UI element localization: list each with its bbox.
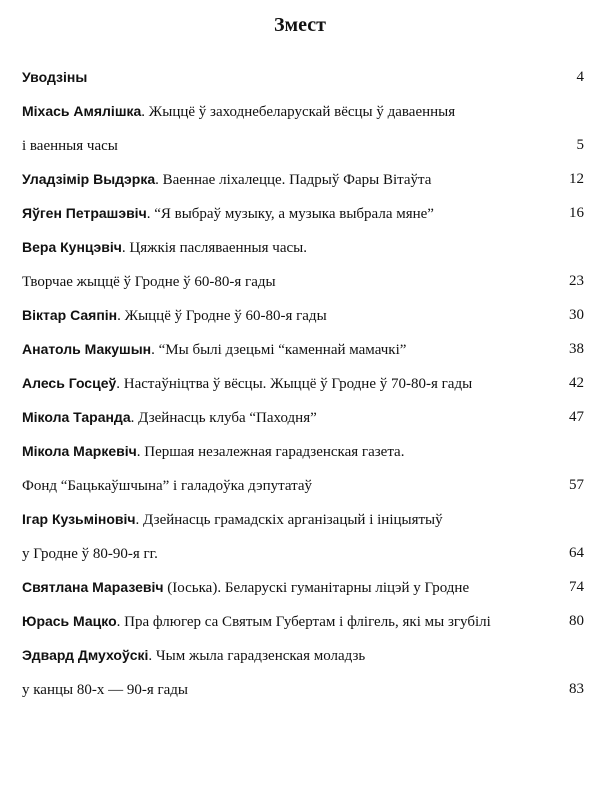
toc-entry <box>22 230 584 264</box>
toc-page-number: 16 <box>569 205 584 221</box>
toc-entry <box>22 332 584 366</box>
toc-page-number: 42 <box>569 375 584 391</box>
toc-entry-text <box>22 406 544 429</box>
toc-entry-text <box>22 576 544 599</box>
toc-entry-text <box>22 542 544 565</box>
toc-page-number: 12 <box>569 171 584 187</box>
toc-entry <box>22 604 584 638</box>
toc-author: Алесь Госцеў <box>22 374 117 391</box>
toc-page-number: 57 <box>569 477 584 493</box>
toc-entry <box>22 434 584 468</box>
toc-entry <box>22 400 584 434</box>
toc-entry-text <box>22 270 544 293</box>
toc-author: Юрась Мацко <box>22 612 117 629</box>
toc-title: . Жыццё ў заходнебеларускай вёсцы ў даваенныя <box>141 103 456 120</box>
toc-entry-text <box>22 338 544 361</box>
toc-author: Эдвард Дмухоўскі <box>22 646 149 663</box>
toc-title: і ваенныя часы <box>22 137 118 154</box>
toc-page-number: 83 <box>569 681 584 697</box>
toc-entry-text <box>22 304 544 327</box>
toc-title: . Пра флюгер са Святым Губертам і флігель, які мы згубілі <box>116 613 491 630</box>
toc-title: у Гродне ў 80-90-я гг. <box>22 545 158 562</box>
toc-title: (Іоська). Беларускі гуманітарны ліцэй у Гродне <box>163 579 470 596</box>
toc-title: . “Я выбраў музыку, а музыка выбрала мяне” <box>146 205 434 222</box>
toc-page-number: 23 <box>569 273 584 289</box>
toc-entry-text <box>22 644 544 667</box>
toc-title: . Чым жыла гарадзенская моладзь <box>148 647 366 664</box>
toc-title: у канцы 80-х — 90-я гады <box>22 681 189 698</box>
toc-entry <box>22 298 584 332</box>
toc-title: . Жыццё ў Гродне ў 60-80-я гады <box>117 307 327 324</box>
toc-entry-text <box>22 508 544 531</box>
toc-page-number: 30 <box>569 307 584 323</box>
toc-page-number: 4 <box>576 69 584 85</box>
toc-entry-text <box>22 678 544 701</box>
toc-entry <box>22 502 584 536</box>
toc-entry-text <box>22 134 544 157</box>
toc-title: Фонд “Бацькаўшчына” і галадоўка дэпутатаў <box>22 477 313 494</box>
toc-author: Мікола Таранда <box>22 408 131 425</box>
page-title: Змест <box>273 14 326 36</box>
toc-entry-text <box>22 202 544 225</box>
toc-title: . Першая незалежная гарадзенская газета. <box>136 443 405 460</box>
toc-author: Святлана Маразевіч <box>22 578 164 595</box>
toc-author: Вера Кунцэвіч <box>22 238 122 255</box>
toc-entry <box>22 468 584 502</box>
toc-author: Ігар Кузьміновіч <box>22 510 136 527</box>
toc-author: Анатоль Макушын <box>22 340 152 357</box>
toc-page-number: 80 <box>569 613 584 629</box>
toc-entry <box>22 570 584 604</box>
toc-entry-text <box>22 168 544 191</box>
toc-entry <box>22 60 584 94</box>
toc-entry-text <box>22 440 544 463</box>
toc-entry <box>22 366 584 400</box>
toc-author: Віктар Саяпін <box>22 306 118 323</box>
toc-page-number: 47 <box>569 409 584 425</box>
toc-author: Міхась Амялішка <box>22 102 142 119</box>
toc-title: . Дзейнасць грамадскіх арганізацый і ініцыятыў <box>135 511 443 528</box>
toc-entry <box>22 94 584 128</box>
toc-author: Уводзіны <box>22 68 88 85</box>
toc-entry-text <box>22 66 544 89</box>
toc-entry <box>22 196 584 230</box>
toc-title: . Настаўніцтва ў вёсцы. Жыццё ў Гродне ў 70-80-я гады <box>116 375 473 392</box>
toc-entry-text <box>22 236 544 259</box>
toc-entry <box>22 128 584 162</box>
toc-author: Яўген Петрашэвіч <box>22 204 147 221</box>
toc-entry <box>22 162 584 196</box>
toc-title: . Дзейнасць клуба “Паходня” <box>130 409 317 426</box>
toc-page-number: 64 <box>569 545 584 561</box>
toc-entry <box>22 638 584 672</box>
toc-author: Уладзімір Выдэрка <box>22 170 156 187</box>
toc-page-number: 5 <box>576 137 584 153</box>
toc-entry-text <box>22 610 544 633</box>
toc-entry-text <box>22 100 544 123</box>
toc-title: . Ваеннае ліхалецце. Падрыў Фары Вітаўта <box>155 171 432 188</box>
toc-title: . Цяжкія пасляваенныя часы. <box>121 239 307 256</box>
toc-title: . “Мы былі дзецьмі “каменнай мамачкі” <box>151 341 407 358</box>
toc-entry <box>22 672 584 706</box>
toc-author: Мікола Маркевіч <box>22 442 137 459</box>
toc-entry <box>22 264 584 298</box>
toc-page-number: 74 <box>569 579 584 595</box>
toc-entry-text <box>22 372 544 395</box>
toc-entry <box>22 536 584 570</box>
table-of-contents <box>22 60 584 706</box>
toc-entry-text <box>22 474 544 497</box>
toc-page-number: 38 <box>569 341 584 357</box>
toc-title: Творчае жыццё ў Гродне ў 60-80-я гады <box>22 273 276 290</box>
